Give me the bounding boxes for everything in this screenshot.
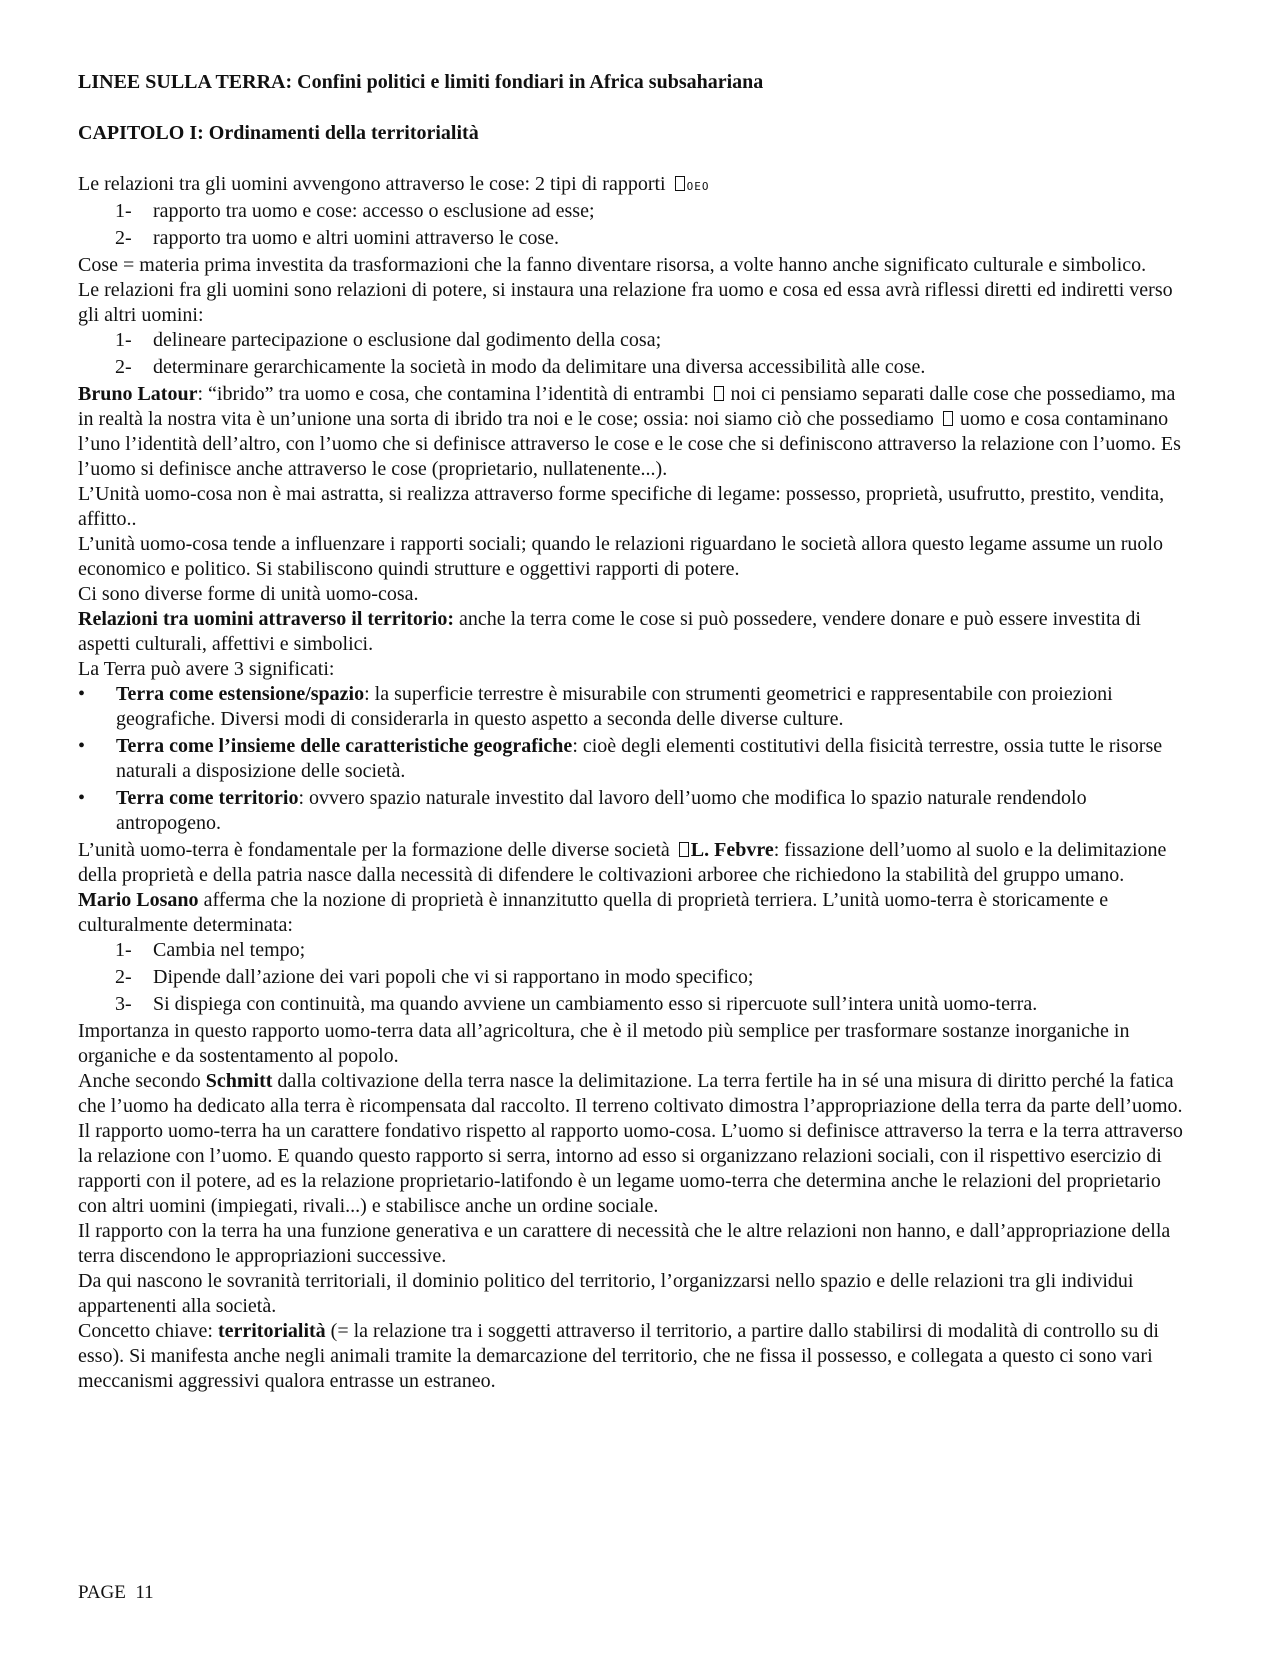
list-item: 2- determinare gerarchicamente la società in modo da delimitare una diversa accessibilità alle cose. — [115, 356, 926, 378]
paragraph-schmitt: Anche secondo Schmitt dalla coltivazione della terra nasce la delimitazione. La terra fertile ha in sé una misura di diritto perché la fatica che l’uomo ha dedicato alla terra è ricompensata dal raccolto. Il terreno coltivato dimostra l’appropriazione della terra da parte dell’uomo. — [78, 1070, 1183, 1117]
paragraph-cose: Cose = materia prima investita da trasformazioni che la fanno diventare risorsa, a volte hanno anche significato culturale e simbolico. — [78, 254, 1147, 276]
numbered-list-uomo-terra — [78, 938, 1190, 1017]
paragraph-territorio: Relazioni tra uomini attraverso il territorio: anche la terra come le cose si può possedere, vendere donare e può essere investita di aspetti culturali, affettivi e simbolici. — [78, 608, 1141, 655]
paragraph-relazioni: Le relazioni tra gli uomini avvengono attraverso le cose: 2 tipi di rapporti OEO — [78, 173, 710, 195]
author-name-schmitt: Schmitt — [205, 1070, 273, 1092]
page-number: 11 — [135, 1582, 154, 1603]
arrow-symbol-icon — [679, 842, 689, 857]
list-item: 1- Cambia nel tempo; — [115, 939, 306, 961]
paragraph-latour: Bruno Latour: “ibrido” tra uomo e cosa, che contamina l’identità di entrambi noi ci pensiamo separati dalle cose che possediamo, ma in realtà la nostra vita è un’unione una sorta di ibrido tra noi e le cose; ossia: noi siamo ciò che possediamo uomo e cosa contaminano l’uno l’identità dell’altro, con l’uomo che si definisce attraverso le cose e le cose che si definiscono attraverso la relazione con l’uomo. Es l’uomo si definisce anche attraverso le cose (proprietario, nullatenente...). — [78, 383, 1181, 480]
list-item: • Terra come territorio: ovvero spazio naturale investito dal lavoro dell’uomo che modifica lo spazio naturale rendendolo antropogeno. — [78, 787, 1087, 834]
page-footer: PAGE 11 — [78, 1582, 154, 1603]
numbered-list-potere — [78, 328, 1190, 380]
paragraph-unita: L’Unità uomo-cosa non è mai astratta, si realizza attraverso forme specifiche di legame: possesso, proprietà, usufrutto, prestito, vendita, affitto.. — [78, 483, 1165, 530]
paragraph-agricoltura: Importanza in questo rapporto uomo-terra data all’agricoltura, che è il metodo più semplice per trasformare sostanze inorganiche in organiche e da sostentamento al popolo. — [78, 1020, 1130, 1067]
paragraph-influenza: L’unità uomo-cosa tende a influenzare i rapporti sociali; quando le relazioni riguardano le società allora questo legame assume un ruolo economico e politico. Si stabiliscono quindi strutture e oggettivi rapporti di potere. — [78, 533, 1163, 580]
list-item: • Terra come l’insieme delle caratteristiche geografiche: cioè degli elementi costitutivi della fisicità terrestre, ossia tutte le risorse naturali a disposizione delle società. — [78, 735, 1163, 782]
numbered-list-rapporti — [78, 199, 1190, 251]
paragraph-generativa: Il rapporto con la terra ha una funzione generativa e un carattere di necessità che le altre relazioni non hanno, e dall’appropriazione della terra discendono le appropriazioni successive. — [78, 1220, 1171, 1267]
paragraph-potere: Le relazioni fra gli uomini sono relazioni di potere, si instaura una relazione fra uomo e cosa ed essa avrà riflessi diretti ed indiretti verso gli altri uomini: — [78, 279, 1173, 326]
list-item: 2- rapporto tra uomo e altri uomini attraverso le cose. — [115, 227, 559, 249]
list-item: 2- Dipende dall’azione dei vari popoli che vi si rapportano in modo specifico; — [115, 966, 754, 988]
paragraph-significati: La Terra può avere 3 significati: — [78, 658, 335, 680]
document-title: LINEE SULLA TERRA: Confini politici e limiti fondiari in Africa subsahariana — [78, 71, 764, 93]
paragraph-losano: Mario Losano afferma che la nozione di proprietà è innanzitutto quella di proprietà terriera. L’unità uomo-terra è storicamente e culturalmente determinata: — [78, 889, 1109, 936]
paragraph-fondativo: Il rapporto uomo-terra ha un carattere fondativo rispetto al rapporto uomo-cosa. L’uomo si definisce attraverso la terra e la terra attraverso la relazione con l’uomo. E quando questo rapporto si serra, intorno ad esso si organizzano relazioni sociali, con il rispettivo esercizio di rapporti con il potere, ad es la relazione proprietario-latifondo è un legame uomo-terra che determina anche le relazioni del proprietario con altri uomini (impiegati, rivali...) e stabilisce anche un ordine sociale. — [78, 1120, 1183, 1217]
arrow-symbol-icon — [943, 411, 953, 426]
list-item: 1- rapporto tra uomo e cose: accesso o esclusione ad esse; — [115, 200, 595, 222]
author-name-latour: Bruno Latour — [78, 383, 198, 405]
author-name-febvre: L. Febvre — [690, 839, 774, 861]
arrow-symbol-icon — [675, 176, 685, 191]
paragraph-sovranita: Da qui nascono le sovranità territoriali, il dominio politico del territorio, l’organizzarsi nello spazio e delle relazioni tra gli individui appartenenti alla società. — [78, 1270, 1134, 1317]
paragraph-forme: Ci sono diverse forme di unità uomo-cosa. — [78, 583, 419, 605]
arrow-symbol-icon — [714, 386, 724, 401]
paragraph-concetto-chiave: Concetto chiave: territorialità (= la relazione tra i soggetti attraverso il territorio, a partire dallo stabilirsi di modalità di controllo su di esso). Si manifesta anche negli animali tramite la demarcazione del territorio, che ne fissa il possesso, e collegata a questo ci sono vari meccanismi aggressivi qualora entrasse un estraneo. — [78, 1320, 1159, 1392]
bullet-list-terra — [78, 682, 1190, 836]
paragraph-febvre: L’unità uomo-terra è fondamentale per la formazione delle diverse società L. Febvre: fissazione dell’uomo al suolo e la delimitazione della proprietà e della patria nasce dalla necessità di difendere le coltivazioni arboree che richiedono la stabilità del gruppo umano. — [78, 839, 1167, 886]
list-item: 3- Si dispiega con continuità, ma quando avviene un cambiamento esso si ripercuote sull’intera unità uomo-terra. — [115, 993, 1038, 1015]
chapter-heading: CAPITOLO I: Ordinamenti della territorialità — [78, 122, 479, 144]
author-name-losano: Mario Losano — [78, 889, 199, 911]
list-item: • Terra come estensione/spazio: la superficie terrestre è misurabile con strumenti geometrici e rappresentabile con proiezioni geografiche. Diversi modi di considerarla in questo aspetto a seconda delle diverse culture. — [78, 683, 1113, 730]
list-item: 1- delineare partecipazione o esclusione dal godimento della cosa; — [115, 329, 662, 351]
